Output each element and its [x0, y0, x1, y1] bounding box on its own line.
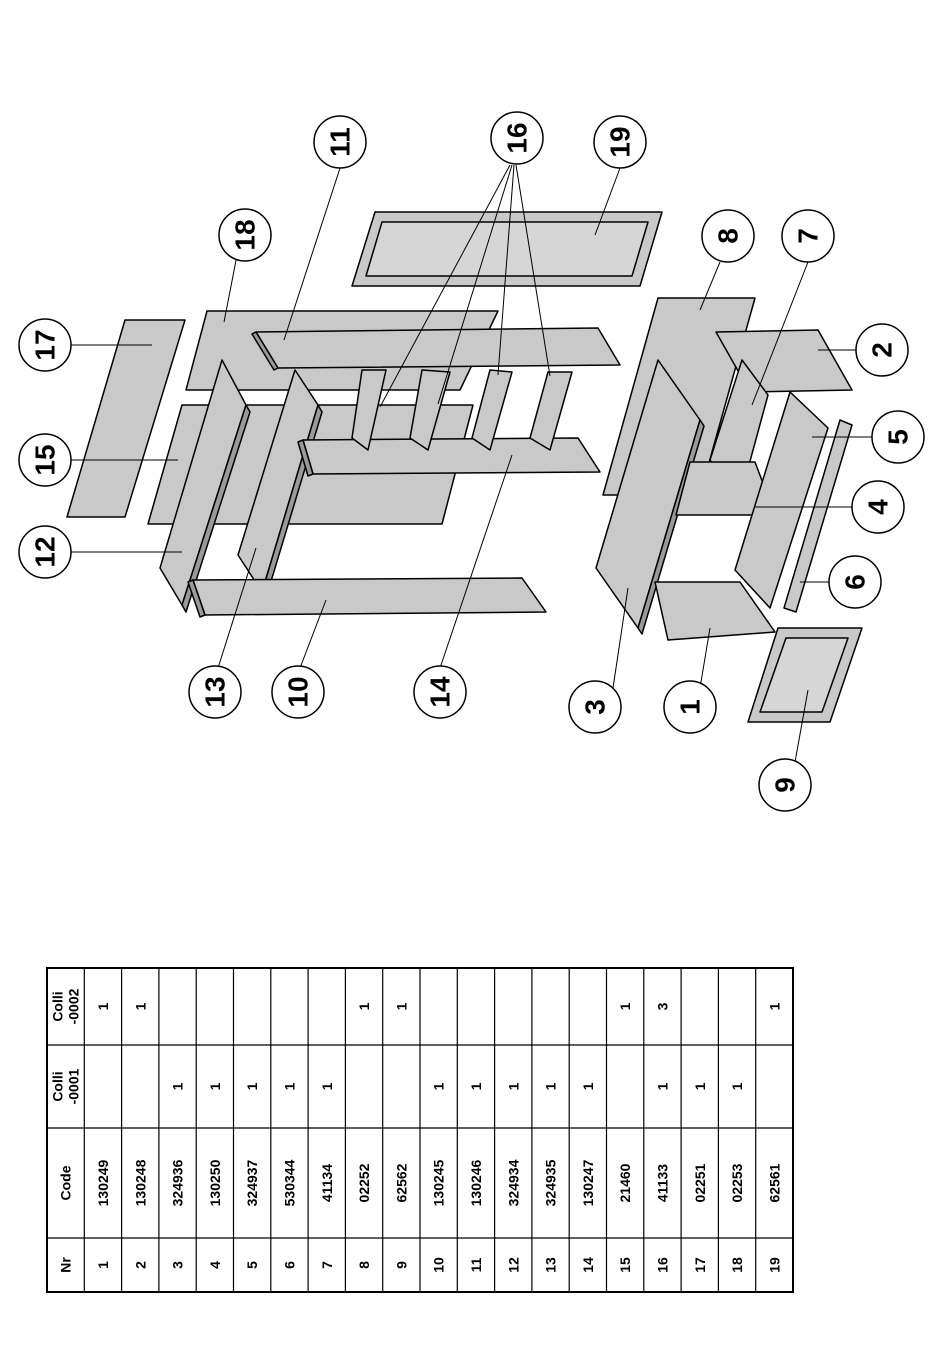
callout-number: 10 [282, 676, 314, 708]
callout-number: 2 [866, 342, 898, 358]
header-colli2: Colli [49, 991, 66, 1022]
cell-nr: 11 [467, 1257, 484, 1273]
cell-nr: 1 [94, 1261, 111, 1269]
cell-colli1: 1 [281, 1082, 298, 1091]
cell-nr: 5 [244, 1261, 261, 1269]
callout-12 [19, 526, 71, 578]
cell-colli2: 3 [654, 1002, 671, 1011]
cell-code: 02253 [729, 1163, 746, 1203]
callout-number: 7 [792, 228, 824, 244]
cell-colli1: 1 [430, 1082, 447, 1091]
cell-nr: 19 [766, 1257, 783, 1273]
cell-code: 41134 [318, 1163, 335, 1203]
cell-code: 324934 [505, 1159, 522, 1207]
cell-nr: 3 [169, 1261, 186, 1269]
callout-number: 13 [199, 676, 231, 708]
callout-number: 15 [29, 444, 61, 476]
callout-13 [189, 666, 241, 718]
cell-code: 130249 [94, 1159, 111, 1207]
parts-table [47, 968, 793, 1292]
callout-9 [759, 759, 811, 811]
cell-colli2: 1 [132, 1002, 149, 1011]
cell-nr: 8 [356, 1261, 373, 1269]
cell-nr: 9 [393, 1261, 410, 1269]
cell-nr: 12 [505, 1257, 522, 1273]
cell-code: 324937 [244, 1159, 261, 1207]
cell-colli2: 1 [617, 1002, 634, 1011]
cell-code: 41133 [654, 1163, 671, 1203]
callout-number: 6 [839, 574, 871, 590]
cell-nr: 10 [430, 1257, 447, 1273]
cell-code: 02251 [691, 1163, 708, 1203]
cell-colli2: 1 [766, 1002, 783, 1011]
cell-nr: 2 [132, 1261, 149, 1269]
panel-11 [256, 328, 620, 368]
callout-11 [314, 116, 366, 168]
callout-6 [829, 556, 881, 608]
cell-colli1: 1 [654, 1082, 671, 1091]
callout-18 [219, 209, 271, 261]
callout-number: 9 [769, 777, 801, 793]
cell-colli1: 1 [729, 1082, 746, 1091]
callout-3 [569, 681, 621, 733]
cell-code: 324936 [169, 1159, 186, 1207]
cell-nr: 7 [318, 1261, 335, 1269]
header-code: Code [57, 1165, 74, 1201]
cell-code: 62562 [393, 1163, 410, 1203]
callout-14 [414, 666, 466, 718]
callout-number: 8 [712, 228, 744, 244]
panel-19-inner [366, 222, 648, 276]
cell-colli1: 1 [318, 1082, 335, 1091]
callout-15 [19, 434, 71, 486]
cell-nr: 18 [729, 1257, 746, 1273]
cell-code: 62561 [766, 1163, 783, 1203]
callout-1 [664, 681, 716, 733]
cell-nr: 14 [579, 1257, 596, 1273]
callout-8 [702, 210, 754, 262]
callout-10 [272, 666, 324, 718]
cell-nr: 15 [617, 1257, 634, 1273]
header-nr: Nr [57, 1257, 74, 1273]
callout-16 [491, 112, 543, 164]
callout-number: 16 [501, 122, 533, 154]
cell-code: 130248 [132, 1159, 149, 1207]
cell-colli1: 1 [169, 1082, 186, 1091]
callout-number: 17 [29, 329, 61, 361]
cell-nr: 17 [691, 1257, 708, 1273]
cell-code: 130245 [430, 1159, 447, 1207]
cell-code: 130250 [206, 1159, 223, 1207]
cell-code: 130247 [579, 1159, 596, 1207]
cell-colli1: 1 [244, 1082, 261, 1091]
callout-19 [594, 116, 646, 168]
cell-colli1: 1 [542, 1082, 559, 1091]
cell-nr: 16 [654, 1257, 671, 1273]
callout-number: 4 [862, 499, 894, 515]
cell-colli1: 1 [579, 1082, 596, 1091]
panel-10 [193, 578, 546, 615]
cell-nr: 4 [206, 1261, 223, 1269]
cell-colli1: 1 [206, 1082, 223, 1091]
callout-7 [782, 210, 834, 262]
callout-number: 14 [424, 676, 456, 708]
callout-number: 3 [579, 699, 611, 715]
header-colli1: -0001 [65, 1068, 82, 1105]
cell-colli2: 1 [393, 1002, 410, 1011]
header-colli1: Colli [49, 1071, 66, 1102]
callout-number: 12 [29, 536, 61, 568]
callout-4 [852, 481, 904, 533]
cell-code: 02252 [356, 1163, 373, 1203]
cell-colli2: 1 [356, 1002, 373, 1011]
cell-code: 21460 [617, 1163, 634, 1203]
cell-colli2: 1 [94, 1002, 111, 1011]
callout-number: 1 [674, 699, 706, 715]
callout-number: 5 [882, 429, 914, 445]
callout-number: 19 [604, 126, 636, 158]
callout-number: 11 [324, 127, 356, 157]
callout-number: 18 [229, 219, 261, 251]
cell-code: 324935 [542, 1159, 559, 1207]
header-colli2: -0002 [65, 988, 82, 1025]
callout-17 [19, 319, 71, 371]
cell-code: 530344 [281, 1159, 298, 1207]
cell-colli1: 1 [505, 1082, 522, 1091]
cell-colli1: 1 [467, 1082, 484, 1091]
callout-5 [872, 411, 924, 463]
callout-2 [856, 324, 908, 376]
cell-nr: 13 [542, 1257, 559, 1273]
cell-colli1: 1 [691, 1082, 708, 1091]
cell-nr: 6 [281, 1261, 298, 1269]
panel-14 [303, 438, 600, 474]
cell-code: 130246 [467, 1159, 484, 1207]
